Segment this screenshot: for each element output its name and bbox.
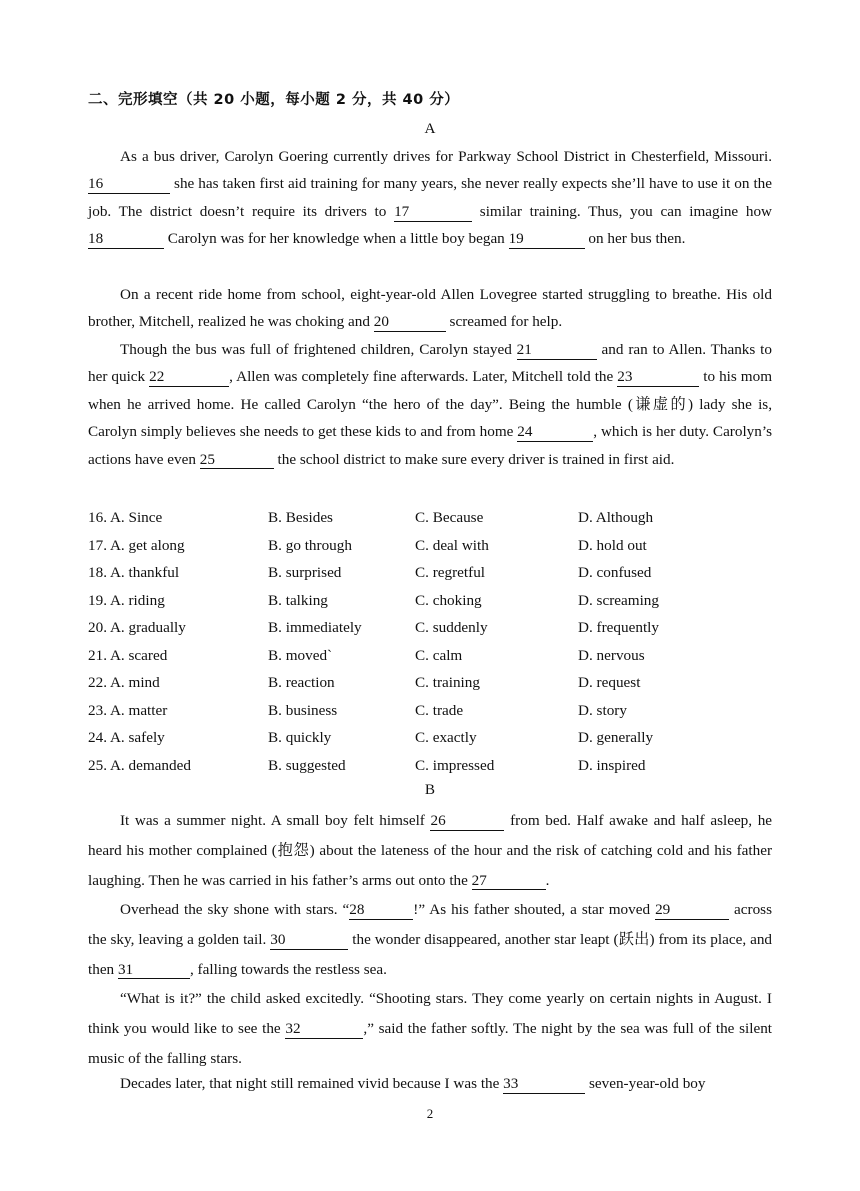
option-row-17 [88, 532, 772, 560]
passage-text: she has taken first aid training for many years, she never really expects she’ll have to use it on the job. The district doesn’t require its drivers to [88, 175, 773, 220]
option-row-16 [88, 504, 772, 532]
blank-29: 29 [655, 902, 729, 920]
blank-21: 21 [517, 342, 597, 360]
option-b: B. immediately [268, 619, 362, 636]
option-d: D. frequently [578, 619, 659, 636]
option-a: 20. A. gradually [88, 619, 186, 636]
passage-text: across the sky, leaving a golden tail. [88, 901, 772, 948]
option-c: C. exactly [415, 729, 477, 746]
passage-text: , falling towards the restless sea. [189, 960, 387, 978]
option-c: C. training [415, 674, 480, 691]
option-c: C. deal with [415, 536, 489, 554]
option-c: C. suddenly [415, 619, 488, 636]
option-d: D. story [578, 701, 627, 719]
passage-text: Decades later, that night still remained vivid because I was the [120, 1075, 500, 1092]
passage-a-paragraph-1 [88, 143, 772, 253]
blank-16: 16 [88, 176, 170, 194]
passage-text: As a bus driver, Carolyn Goering currently drives for Parkway School District in Chesterfield, Missouri. [120, 148, 772, 165]
option-b: B. go through [268, 536, 352, 554]
blank-23: 23 [617, 369, 699, 387]
page-number: 2 [426, 1106, 434, 1121]
option-b: B. suggested [268, 756, 346, 774]
passage-text: , which is her duty. Carolyn’s actions have even [88, 423, 772, 468]
passage-b-paragraph-4 [88, 1069, 772, 1099]
blank-24: 24 [517, 424, 593, 442]
option-c: C. trade [415, 701, 464, 719]
blank-25: 25 [200, 452, 274, 470]
option-c: C. regretful [415, 564, 486, 581]
blank-33: 33 [503, 1076, 585, 1094]
option-d: D. nervous [578, 646, 645, 664]
option-row-24 [88, 724, 772, 752]
options-table [88, 504, 772, 779]
option-row-18 [88, 559, 772, 587]
option-c: C. Because [415, 509, 484, 526]
option-d: D. screaming [578, 591, 659, 609]
blank-30: 30 [270, 932, 348, 950]
passage-text: Carolyn was for her knowledge when a little boy began [167, 230, 505, 248]
passage-a-paragraph-2 [88, 281, 772, 336]
passage-text: on her bus then. [588, 230, 686, 248]
option-c: C. calm [415, 646, 463, 664]
option-a: 21. A. scared [88, 646, 168, 664]
option-a: 18. A. thankful [88, 564, 180, 581]
blank-26: 26 [430, 813, 504, 831]
passage-text: and ran to Allen. Thanks to her quick [88, 341, 772, 386]
option-d: D. request [578, 674, 641, 691]
passage-a-heading: A [424, 120, 436, 137]
option-a: 24. A. safely [88, 729, 165, 746]
blank-19: 19 [509, 231, 585, 249]
option-a: 16. A. Since [88, 509, 163, 526]
option-c: C. choking [415, 591, 482, 609]
option-row-20 [88, 614, 772, 642]
blank-32: 32 [285, 1021, 363, 1039]
option-d: D. confused [578, 564, 652, 581]
passage-text: , Allen was completely fine afterwards. Later, Mitchell told the [229, 368, 614, 386]
passage-text: screamed for help. [449, 313, 563, 331]
passage-a-paragraph-3 [88, 336, 772, 473]
option-row-22 [88, 669, 772, 697]
passage-text: “What is it?” the child asked excitedly. “Shooting stars. They come yearly on certain nights in August. I think you would like to see the [88, 990, 772, 1037]
passage-text: Though the bus was full of frightened children, Carolyn stayed [120, 341, 512, 358]
passage-text: similar training. Thus, you can imagine how [479, 202, 773, 220]
blank-27: 27 [472, 873, 546, 891]
option-b: B. talking [268, 591, 328, 609]
option-row-25 [88, 752, 772, 780]
option-a: 19. A. riding [88, 591, 165, 609]
passage-b-paragraph-2 [88, 895, 772, 984]
option-d: D. inspired [578, 756, 646, 774]
passage-text: !” As his father shouted, a star moved [413, 901, 651, 918]
passage-text: Overhead the sky shone with stars. “ [120, 901, 350, 918]
passage-text: On a recent ride home from school, eight-year-old Allen Lovegree started struggling to breathe. His old brother, Mitchell, realized he was choking and [88, 286, 772, 331]
passage-text: It was a summer night. A small boy felt himself [120, 812, 425, 829]
option-b: B. Besides [268, 509, 333, 526]
option-b: B. moved` [268, 646, 333, 664]
blank-28: 28 [349, 902, 413, 920]
blank-20: 20 [374, 314, 446, 332]
passage-text: ,” said the father softly. The night by the sea was full of the silent music of the falling stars. [88, 1019, 773, 1067]
passage-b-paragraph-1 [88, 806, 772, 895]
option-d: D. hold out [578, 536, 647, 554]
passage-b-heading: B [424, 781, 436, 798]
option-a: 25. A. demanded [88, 756, 191, 774]
blank-18: 18 [88, 231, 164, 249]
passage-text: . [545, 871, 550, 889]
option-b: B. reaction [268, 674, 335, 691]
option-b: B. surprised [268, 564, 342, 581]
option-row-19 [88, 587, 772, 615]
passage-text: the wonder disappeared, another star leapt (跃出) from its place, and then [88, 930, 773, 978]
option-a: 23. A. matter [88, 701, 168, 719]
blank-22: 22 [149, 369, 229, 387]
option-row-23 [88, 697, 772, 725]
section-title: 二、完形填空（共 20 小题，每小题 2 分，共 40 分） [88, 92, 460, 108]
option-d: D. Although [578, 509, 654, 526]
blank-17: 17 [394, 204, 472, 222]
passage-text: from bed. Half awake and half asleep, he heard his mother complained (抱怨) about the lateness of the hour and the risk of catching cold and his father laughing. Then he was carried in his father’s arms out onto the [88, 812, 773, 889]
option-row-21 [88, 642, 772, 670]
blank-31: 31 [118, 962, 190, 980]
passage-text: to his mom when he arrived home. He called Carolyn “the hero of the day”. Being the humble (谦虚的) lady she is, Carolyn simply believes she needs to get these kids to and from home [88, 368, 773, 441]
option-b: B. quickly [268, 729, 332, 746]
passage-text: seven-year-old boy [588, 1075, 706, 1092]
option-a: 22. A. mind [88, 674, 160, 691]
option-c: C. impressed [415, 756, 495, 774]
passage-text: the school district to make sure every driver is trained in first aid. [277, 450, 675, 468]
option-b: B. business [268, 701, 338, 719]
passage-b-paragraph-3 [88, 984, 772, 1073]
option-a: 17. A. get along [88, 536, 185, 554]
option-d: D. generally [578, 729, 654, 746]
